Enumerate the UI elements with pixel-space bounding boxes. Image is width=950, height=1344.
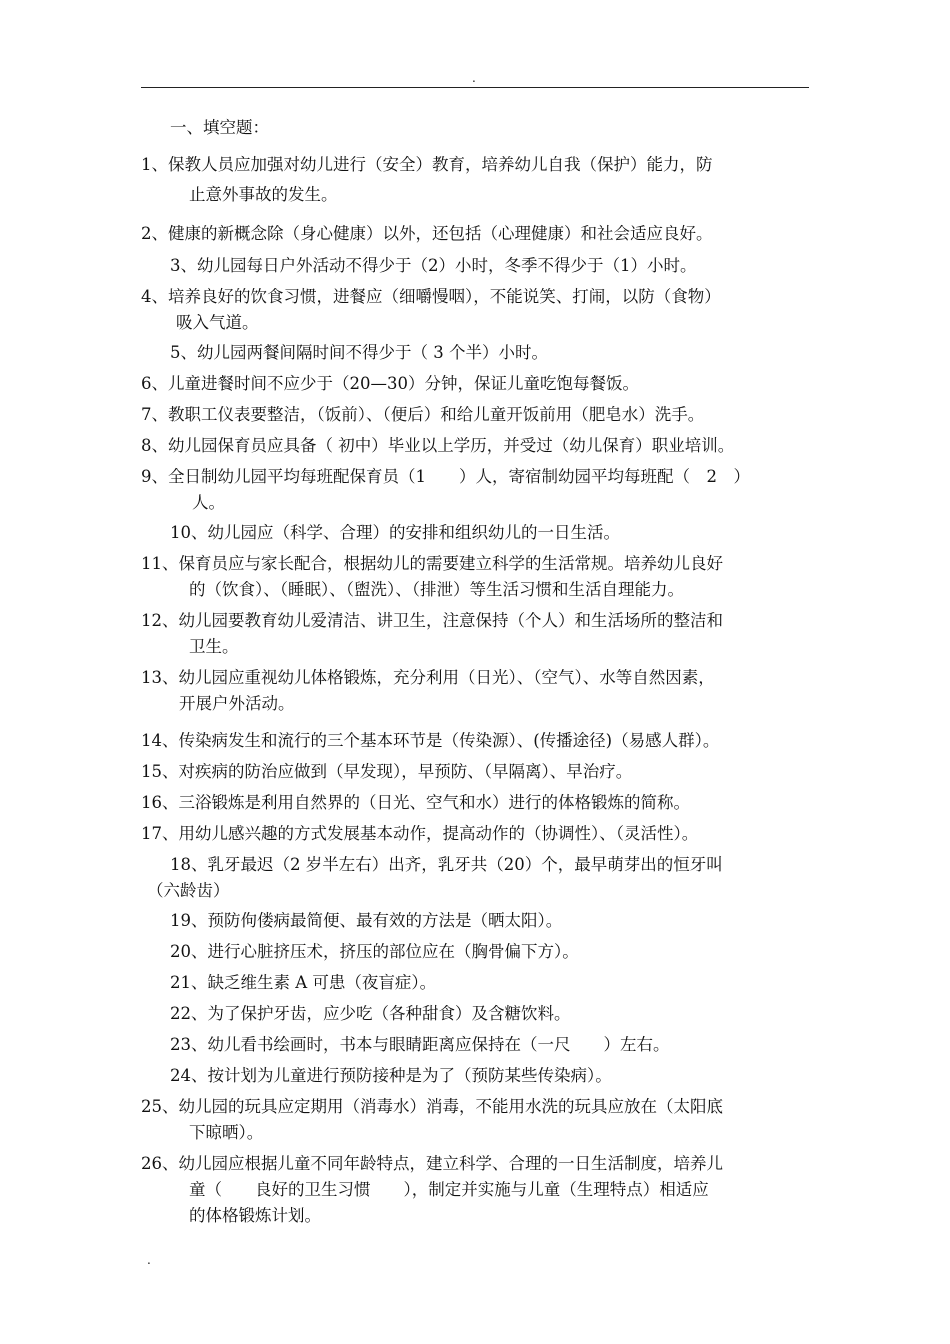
text-line: 14、传染病发生和流行的三个基本环节是（传染源）、(传播途径)（易感人群）。 (141, 731, 720, 750)
text-line: 22、为了保护牙齿，应少吃（各种甜食）及含糖饮料。 (170, 1004, 571, 1023)
text-line: 6、儿童进餐时间不应少于（20—30）分钟，保证儿童吃饱每餐饭。 (141, 374, 639, 393)
text-line: 止意外事故的发生。 (189, 185, 338, 204)
text-line: 卫生。 (189, 637, 239, 656)
text-line: 的体格锻炼计划。 (189, 1206, 321, 1225)
text-line: 13、幼儿园应重视幼儿体格锻炼，充分利用（日光）、（空气）、水等自然因素， (141, 668, 715, 687)
text-line: 1、保教人员应加强对幼儿进行（安全）教育，培养幼儿自我（保护）能力，防 (141, 155, 713, 174)
text-line: 10、幼儿园应（科学、合理）的安排和组织幼儿的一日生活。 (170, 523, 620, 542)
text-line: 16、三浴锻炼是利用自然界的（日光、空气和水）进行的体格锻炼的简称。 (141, 793, 690, 812)
text-line: （六龄齿） (147, 881, 230, 900)
text-line: 5、幼儿园两餐间隔时间不得少于（ 3 个半）小时。 (170, 343, 548, 362)
text-line: 11、保育员应与家长配合，根据幼儿的需要建立科学的生活常规。培养幼儿良好 (141, 554, 723, 573)
text-line: 吸入气道。 (176, 313, 259, 332)
text-line: 12、幼儿园要教育幼儿爱清洁、讲卫生，注意保持（个人）和生活场所的整洁和 (141, 611, 723, 630)
text-line: 开展户外活动。 (179, 694, 295, 713)
text-line: 23、幼儿看书绘画时，书本与眼睛距离应保持在（一尺 ）左右。 (170, 1035, 670, 1054)
text-line: 人。 (192, 493, 225, 512)
text-line: 7、教职工仪表要整洁，（饭前）、（便后）和给儿童开饭前用（肥皂水）洗手。 (141, 405, 705, 424)
header-mark: . (472, 71, 476, 85)
text-line: 20、进行心脏挤压术，挤压的部位应在（胸骨偏下方）。 (170, 942, 579, 961)
text-line: 19、预防佝偻病最简便、最有效的方法是（晒太阳）。 (170, 911, 563, 930)
text-line: 18、乳牙最迟（2 岁半左右）出齐，乳牙共（20）个，最早萌芽出的恒牙叫 (170, 855, 723, 874)
text-line: 17、用幼儿感兴趣的方式发展基本动作，提高动作的（协调性）、（灵活性）。 (141, 824, 699, 843)
text-line: 21、缺乏维生素 A 可患（夜盲症）。 (170, 973, 437, 992)
text-line: 15、对疾病的防治应做到（早发现），早预防、（早隔离）、早治疗。 (141, 762, 633, 781)
header-rule (141, 87, 809, 88)
text-line: 25、幼儿园的玩具应定期用（消毒水）消毒，不能用水洗的玩具应放在（太阳底 (141, 1097, 723, 1116)
text-line: 2、健康的新概念除（身心健康）以外，还包括（心理健康）和社会适应良好。 (141, 224, 713, 243)
text-line: 9、全日制幼儿园平均每班配保育员（1 ）人，寄宿制幼园平均每班配（ 2 ） (141, 467, 750, 486)
text-line: 26、幼儿园应根据儿童不同年龄特点，建立科学、合理的一日生活制度，培养儿 (141, 1154, 723, 1173)
text-line: 8、幼儿园保育员应具备（ 初中）毕业以上学历，并受过（幼儿保育）职业培训。 (141, 436, 735, 455)
text-line: 下晾晒）。 (189, 1123, 264, 1142)
text-line: 24、按计划为儿童进行预防接种是为了（预防某些传染病）。 (170, 1066, 612, 1085)
text-line: 4、培养良好的饮食习惯，进餐应（细嚼慢咽），不能说笑、打闹，以防（食物） (141, 287, 721, 306)
footer-mark: . (147, 1253, 151, 1267)
text-line: 的（饮食）、（睡眠）、（盥洗）、（排泄）等生活习惯和生活自理能力。 (189, 580, 684, 599)
text-line: 童（ 良好的卫生习惯 ），制定并实施与儿童（生理特点）相适应 (189, 1180, 709, 1199)
text-line: 3、幼儿园每日户外活动不得少于（2）小时，冬季不得少于（1）小时。 (170, 256, 697, 275)
text-line: 一、填空题： (170, 118, 269, 137)
